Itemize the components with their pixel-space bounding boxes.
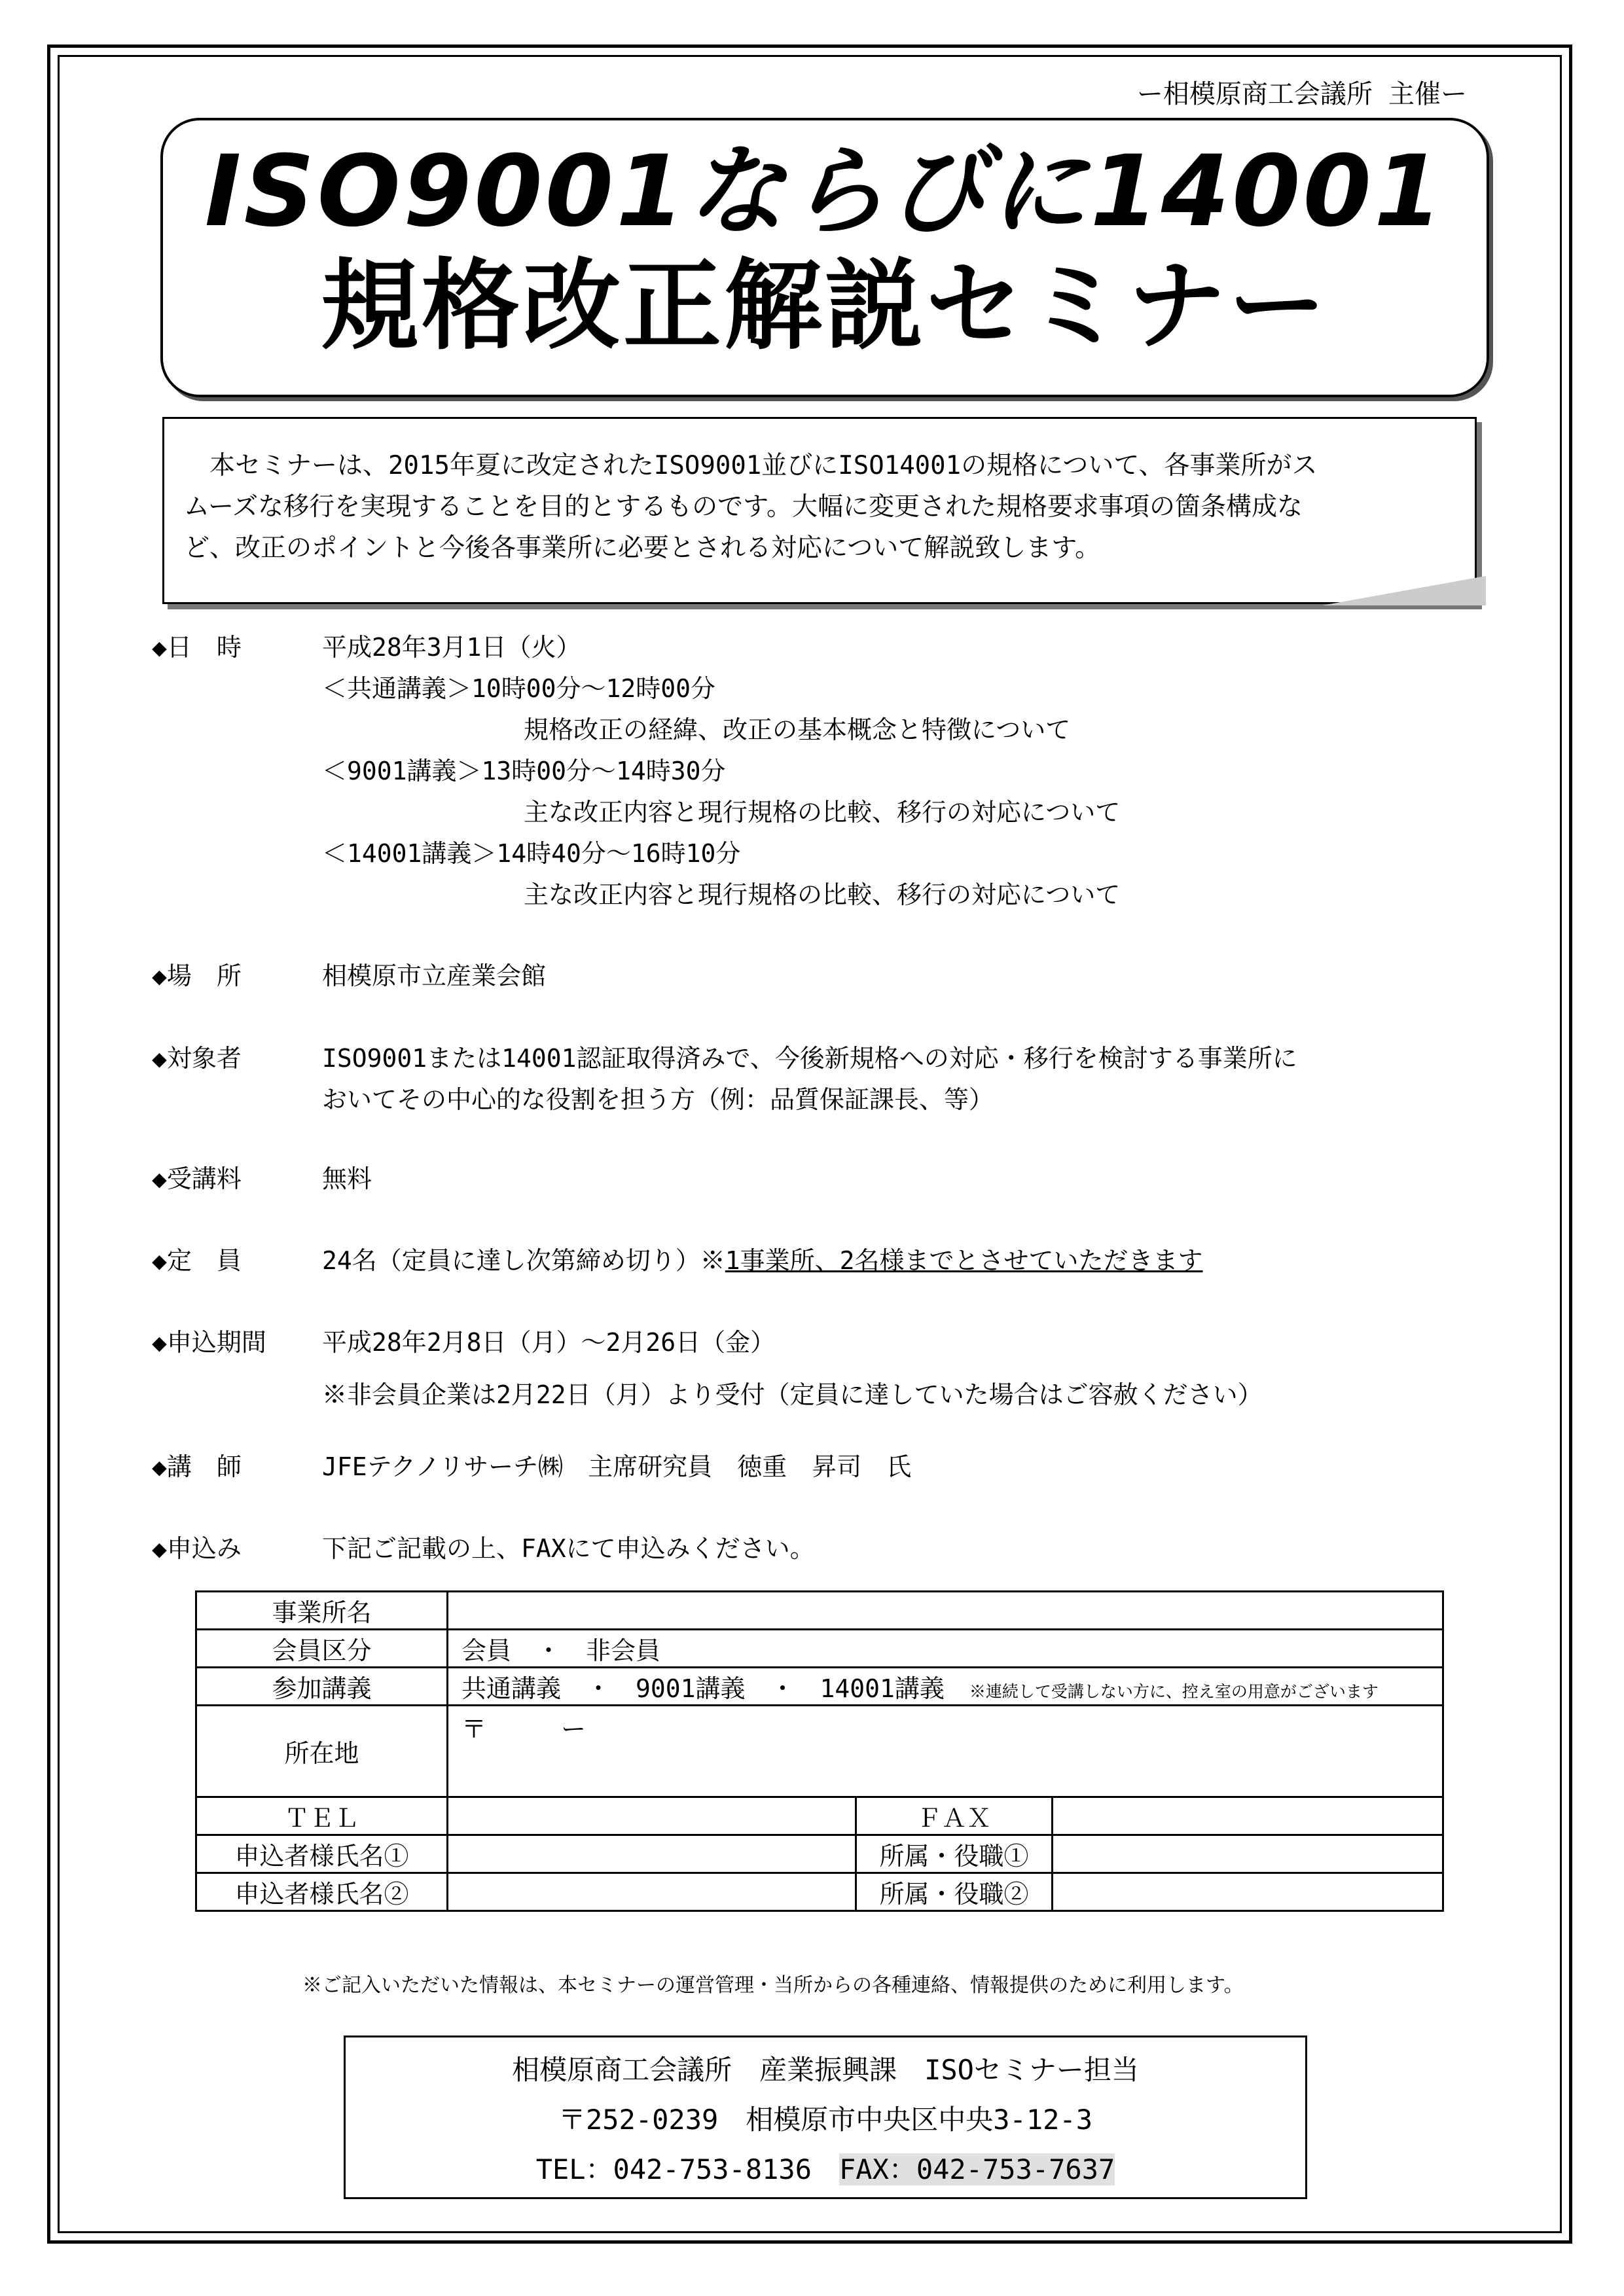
intro-box <box>162 417 1477 604</box>
target-line1: ISO9001または14001認証取得済みで、今後新規格への対応・移行を検討する事業所に <box>322 1044 1297 1073</box>
dept2-field[interactable] <box>1053 1873 1443 1911</box>
target-line2: おいてその中心的な役割を担う方（例：品質保証課長、等） <box>322 1085 994 1114</box>
intro-line3: ど、改正のポイントと今後各事業所に必要とされる対応について解説致します。 <box>184 533 1101 563</box>
fee-label: ◆受講料 <box>152 1164 242 1193</box>
name1-field[interactable] <box>448 1835 856 1873</box>
address-label: 所在地 <box>196 1706 448 1797</box>
target-label: ◆対象者 <box>152 1044 242 1073</box>
privacy-note: ※ご記入いただいた情報は、本セミナーの運営管理・当所からの各種連絡、情報提供のために利用します。 <box>302 1974 1244 1997</box>
datetime-label: ◆日 時 <box>152 633 242 662</box>
tel-label: ＴＥＬ <box>196 1797 448 1835</box>
page-curl-decoration <box>1322 576 1486 605</box>
fax-label: ＦＡＸ <box>856 1797 1053 1835</box>
title-line1: ISO9001ならびに14001 <box>204 135 1445 249</box>
organizer: ー相模原商工会議所 主催ー <box>1136 79 1467 109</box>
capacity-limit: 1事業所、2名様までとさせていただきます <box>725 1246 1203 1275</box>
dept2-label: 所属・役職② <box>856 1873 1053 1911</box>
application-form <box>195 1590 1444 1912</box>
lecture-note: ※連続して受講しない方に、控え室の用意がございます <box>969 1682 1379 1701</box>
contact-phones <box>346 2145 1305 2195</box>
datetime-date: 平成28年3月1日（火） <box>322 633 581 662</box>
intro-line2: ムーズな移行を実現することを目的とするものです。大幅に変更された規格要求事項の箇条構成な <box>184 492 1303 522</box>
dept1-label: 所属・役職① <box>856 1835 1053 1873</box>
place-value: 相模原市立産業会館 <box>322 961 547 990</box>
contact-tel: TEL：042-753-8136 <box>535 2153 812 2185</box>
title-box <box>160 118 1489 397</box>
session3-desc: 主な改正内容と現行規格の比較、移行の対応について <box>524 880 1121 909</box>
company-field[interactable] <box>448 1592 1443 1630</box>
fax-field[interactable] <box>1053 1797 1443 1835</box>
lecturer-label: ◆講 師 <box>152 1452 242 1481</box>
fee-value: 無料 <box>322 1164 372 1193</box>
capacity-text: 24名（定員に達し次第締め切り）※ <box>322 1246 725 1275</box>
session1-time: ＜共通講義＞10時00分～12時00分 <box>322 674 716 703</box>
session3-time: ＜14001講義＞14時40分～16時10分 <box>322 839 741 868</box>
company-label: 事業所名 <box>196 1592 448 1630</box>
title-line2: 規格改正解説セミナー <box>320 249 1329 363</box>
place-label: ◆場 所 <box>152 961 242 990</box>
member-label: 会員区分 <box>196 1630 448 1668</box>
capacity-value <box>322 1240 1203 1282</box>
name2-field[interactable] <box>448 1873 856 1911</box>
lecturer-value: JFEテクノリサーチ㈱ 主席研究員 徳重 昇司 氏 <box>322 1452 912 1481</box>
lecture-label: 参加講義 <box>196 1668 448 1706</box>
member-field[interactable]: 会員 ・ 非会員 <box>448 1630 1443 1668</box>
lecture-options: 共通講義 ・ 9001講義 ・ 14001講義 <box>461 1674 945 1703</box>
session2-desc: 主な改正内容と現行規格の比較、移行の対応について <box>524 798 1121 827</box>
contact-address: 〒252-0239 相模原市中央区中央3-12-3 <box>558 2104 1092 2136</box>
session2-time: ＜9001講義＞13時00分～14時30分 <box>322 757 726 785</box>
session1-desc: 規格改正の経緯、改正の基本概念と特徴について <box>524 715 1071 744</box>
contact-box <box>344 2036 1307 2199</box>
period-value: 平成28年2月8日（月）～2月26日（金） <box>322 1328 776 1357</box>
address-field[interactable]: 〒 ー <box>448 1706 1443 1797</box>
name2-label: 申込者様氏名② <box>196 1873 448 1911</box>
apply-label: ◆申込み <box>152 1534 242 1563</box>
contact-line1: 相模原商工会議所 産業振興課 ISOセミナー担当 <box>512 2054 1139 2086</box>
period-note: ※非会員企業は2月22日（月）より受付（定員に達していた場合はご容赦ください） <box>322 1380 1263 1409</box>
period-label: ◆申込期間 <box>152 1328 266 1357</box>
name1-label: 申込者様氏名① <box>196 1835 448 1873</box>
capacity-label: ◆定 員 <box>152 1246 242 1275</box>
apply-value: 下記ご記載の上、FAXにて申込みください。 <box>322 1534 815 1563</box>
intro-line1: 本セミナーは、2015年夏に改定されたISO9001並びにISO14001の規格について、各事業所がス <box>209 451 1318 480</box>
tel-field[interactable] <box>448 1797 856 1835</box>
lecture-field[interactable] <box>448 1668 1443 1706</box>
contact-fax: FAX：042-753-7637 <box>839 2153 1115 2185</box>
dept1-field[interactable] <box>1053 1835 1443 1873</box>
